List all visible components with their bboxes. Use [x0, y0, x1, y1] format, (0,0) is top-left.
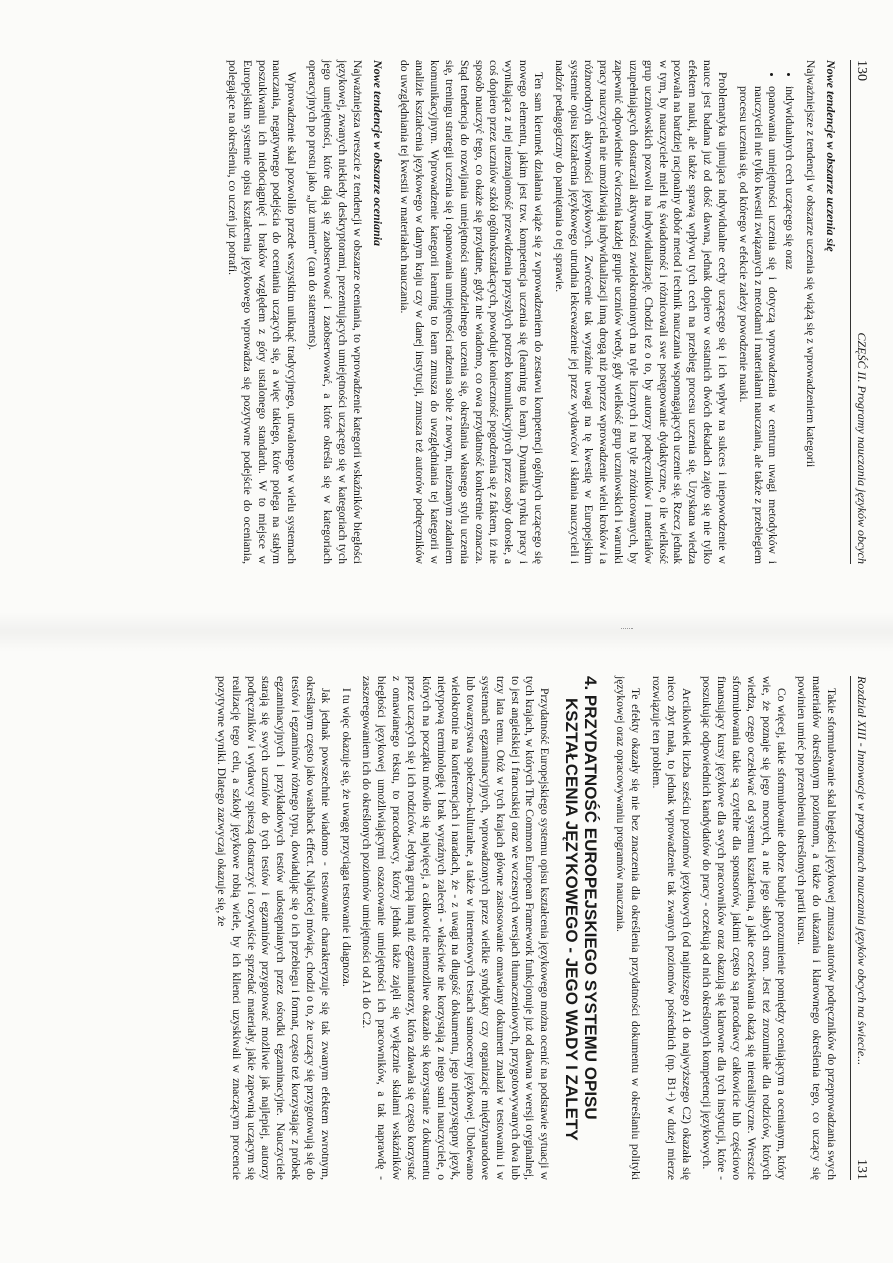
- list-item: • indywidualnych cech uczącego się oraz: [781, 86, 796, 564]
- left-paragraph-3: Ten sam kierunek działania wiąże się z wprowadzeniem do zestawu kompetencji ogólnych uczącego się nowego elementu, jakim jest tzw. kompetencja uczenia się (learning to learn). Dynamika rynku pracy i wynikająca z niej nieznajomość przewidzenia przyszłych potrzeb komunikacyjnych przez osoby dorosłe, a coś dopiero przez uczniów szkół ogólnokształcących, powoduje konieczność pogodzenia się z faktem, iż nie sposób nauczyć tego, co okaże się przydatne, gdyż nie wiadomo, co owa przydatność konkretnie oznacza. Stąd tendencja do rozwijania umiejętności samodzielnego uczenia się, określania własnego stylu uczenia się, treningu strategii uczenia się i opanowania umiejętności radzenia sobie z nowym, nieznanym zadaniem komunikacyjnym. Wprowadzenie kategorii learning to learn zmusza do uwzględniania tej kategorii w analizie kształcenia językowego w danym kraju czy w danej instytucji, zmusza też autorów podręczników do uwzględniania tej kwestii w materiałach nauczania.: [398, 60, 545, 564]
- left-page-header: [850, 60, 869, 564]
- gutter-mark: [621, 628, 633, 635]
- right-page: [0, 640, 893, 1240]
- section-title: [561, 676, 600, 1180]
- left-page: [0, 0, 893, 600]
- left-paragraph-1: Najważniejsze z tendencji w obszarze uczenia się wiążą się z wprowadzeniem kategorii: [804, 60, 817, 468]
- right-page-header: [850, 676, 869, 1180]
- right-paragraph-2: Co więcej, takie sformułowanie dobrze buduje porozumienie pomiędzy oceniającym a ocenianym, który wie, że poznaje się jego mocnych, a nie jego słabych stron. Jest też zrozumiałe dla rodziców, których wiedza, czego oczekiwać od systemu kształcenia, a jakie oczekiwania okażą się nierealistyczne. Wreszcie sformułowania takie są czytelne dla sponsorów, jakimi często są pracodawcy całkowicie lub częściowo finansujący kursy językowe dla swych pracowników oraz okazują się klarowne dla tych instytucji, które - poszukując odpowiednich kandydatów do pracy - oczekują od nich określonych kompetencji językowych.: [700, 676, 788, 1180]
- tendency-list: [735, 60, 796, 564]
- subhead-assessment: Nowe tendencje w obszarze oceniania: [370, 60, 385, 246]
- right-paragraph-3: Arcikolwiek liczba sześciu poziomów językowych (od najniższego A1 do najwyższego C2) okazała się nieco zbyt mała, to jednak wprowadzenie tak zwanych poziomów pośrednich (np. B1+) w dużej mierze rozwiązuje ten problem.: [649, 676, 693, 1180]
- right-paragraph-1: Takie sformułowanie skal biegłości językowej zmusza autorów podręczników do przeprowadzania swych materiałów określonym poziomom, a także do ukazania i klarownego określenia tego, co uczący się powinien umieć po przerobieniu określonych partii kursu.: [795, 676, 838, 1180]
- subhead-learning: Nowe tendencje w obszarze uczenia się: [824, 60, 838, 252]
- section-title-line-1: 4. PRZYDATNOŚĆ EUROPEJSKIEGO SYSTEMU OPISU: [581, 676, 601, 1120]
- section-title-line-2: KSZTAŁCENIA JĘZYKOWEGO - JEGO WADY I ZALETY: [561, 698, 581, 1141]
- right-paragraph-4: Te efekty okazały się nie bez znaczenia dla określenia przydatności dokumentu w określaniu polityki językowej oraz opracowywaniu programów nauczania.: [614, 676, 643, 1180]
- left-paragraph-2: Problematyka ujmująca indywidualne cechy uczącego się i ich wpływ na sukces i niepowodzenie w nauce jest badana już od dość dawna, jednak dopiero w ostatnich dwóch dekadach zajęto się nie tylko efektem nauki, ale także sprawą wpływu tych cech na przebieg procesu uczenia się. Uzyskana wiedza pozwala na bardziej racjonalny dobór metod i technik nauczania wspomagających uczenie się. Rzecz jednak w tym, by nauczyciele mieli tę świadomość i różnicowali swe postępowanie dydaktyczne, o ile wielkość grup uczniowskich pozwoli na indywidualizację. Chodzi też o to, by autorzy podręczników i materiałów uzupełniających dostarczali aktywności zwielokrotnionych na tyle licznych i na tyle zróżnicowanych, by zapewnić odpowiednie ćwiczenia każdej grupie uczniów wtedy, gdy wielkość grup uczniowskich i warunki pracy nauczyciela nie umożliwiają indywidualizacji inną drogą niż poprzez wprowadzenie wielu kroków i a różnorodnych aktywności językowych. Zwrócenie tak wyraźnie uwagi na tę kwestię w Europejskim systemie opisu kształcenia językowego utrudnia lekceważenie jej przez wydawców i skłania nauczycieli i nadzór pedagogiczny do pamiętania o tej sprawie.: [552, 60, 729, 564]
- left-page-number: 130: [854, 60, 869, 81]
- list-item: • opanowania umiejętności uczenia się i dotyczą wprowadzenia w centrum uwagi metodyków i nauczycieli nie tylko kwestii związanych z metodami i materiałami nauczania, ale także z przebiegiem procesu uczenia się, od którego w efekcie zależy powodzenie nauki.: [735, 86, 779, 564]
- right-paragraph-5: Przydatność Europejskiego systemu opisu kształcenia językowego można ocenić na podstawie sytuacji w tych krajach, w których The Common European Framework funkcjonuje już od dawna w wersji oryginalnej, to jest angielskiej i francuskiej oraz we wczesnych wersjach tłumaczeniowych, przygotowywanych dwa lub trzy lata temu. Otóż w tych krajach główne zastosowanie omawiany dokument znalazł w testowaniu i w systemach egzaminacyjnych, wprowadzonych przez wielkie syndykaty czy organizacje międzynarodowe lub towarzystwa społeczno-kulturalne, a także w internetowych testach samooceny językowej. Ubolewano wielokrotnie na konferencjach i naradach, że - z uwagi na długość dokumentu, jego nieprzystępny język, nietypową terminologię i brak wyraźnych zaleceń - właściwie nie korzystają z niego sami nauczyciele, o których na początku mówiło się najwięcej, a całkowicie niemożliwe okazało się korzystanie z dokumentu przez uczących się i ich rodziców. Jedyną grupą inną niż egzaminatorzy, która zdawała się często korzystać z omawianego tekstu, to pracodawcy, którzy jednak także zajęli się wyłącznie skalami wskaźników biegłości językowej umożliwiającymi oszacowanie umiejętności ich pracowników, a tak naprawdę - zaszeregowaniem ich do określonych poziomów umiejętności od A1 do C2.: [360, 676, 552, 1180]
- right-running-head: Rozdział XIII - Innowacje w programach nauczania języków obcych na świecie...: [855, 676, 869, 1066]
- right-paragraph-6: I tu więc okazuje się, że uwagę przyciąga testowanie i diagnoza.: [339, 688, 353, 987]
- left-paragraph-5: Wprowadzenie skal pozwoliło przede wszystkim uniknąć tradycyjnego, utrwalonego w wielu systemach nauczania, negatywnego podejścia do oceniania uczących się, a więc takiego, które polega na stałym poszukiwaniu ich niedociągnięć i braków względem z góry ustalonego standardu. W to miejsce w Europejskim systemie opisu kształcenia językowego wprowadza się pozytywne podejście do oceniania, polegające na określeniu, co uczeń już potrafi.: [226, 60, 299, 564]
- right-paragraph-7: Jak jednak powszechnie wiadomo - testowanie charakteryzuje się tak zwanym efektem zwrotnym, określanym często jako washback effect. Najkrócej mówiąc, chodzi o to, że uczący się przygotowują się do testów i egzaminów różnego typu, dowiadując się o ich przebiegu i format, często też korzystając z próbek egzaminacyjnych i przykładowych testów udostępnianych przez ośrodki egzaminacyjne. Nauczyciele starają się swych uczniów do tych testów i egzaminów przygotować możliwie jak najlepiej, autorzy podręczników i wydawcy spieszą dostarczyć i oczywiście sprzedać materiały, jakie zapewnią uczącym się realizację tego celu, a szkoły językowe robią wiele, by ich klienci uzyskiwali w znaczącym procencie pozytywne wyniki. Dlatego zazwyczaj okazuje się, że: [214, 676, 332, 1180]
- right-page-number: 131: [854, 1159, 869, 1180]
- left-paragraph-4: Najważniejsza wreszcie z tendencji w obszarze oceniania, to wprowadzenie kategorii wskaźników biegłości językowej, zwanych niekiedy deskryptorami, prezentujących umiejętności uczącego się w kategoriach tych jego umiejętności, które dają się zaobserwować i zaobserwować, a które określa się w kategoriach operacyjnych po prostu jako „już umiem” (can do statements).: [306, 60, 364, 564]
- left-running-head: CZĘŚĆ II. Programy nauczania języków obcych: [855, 332, 869, 564]
